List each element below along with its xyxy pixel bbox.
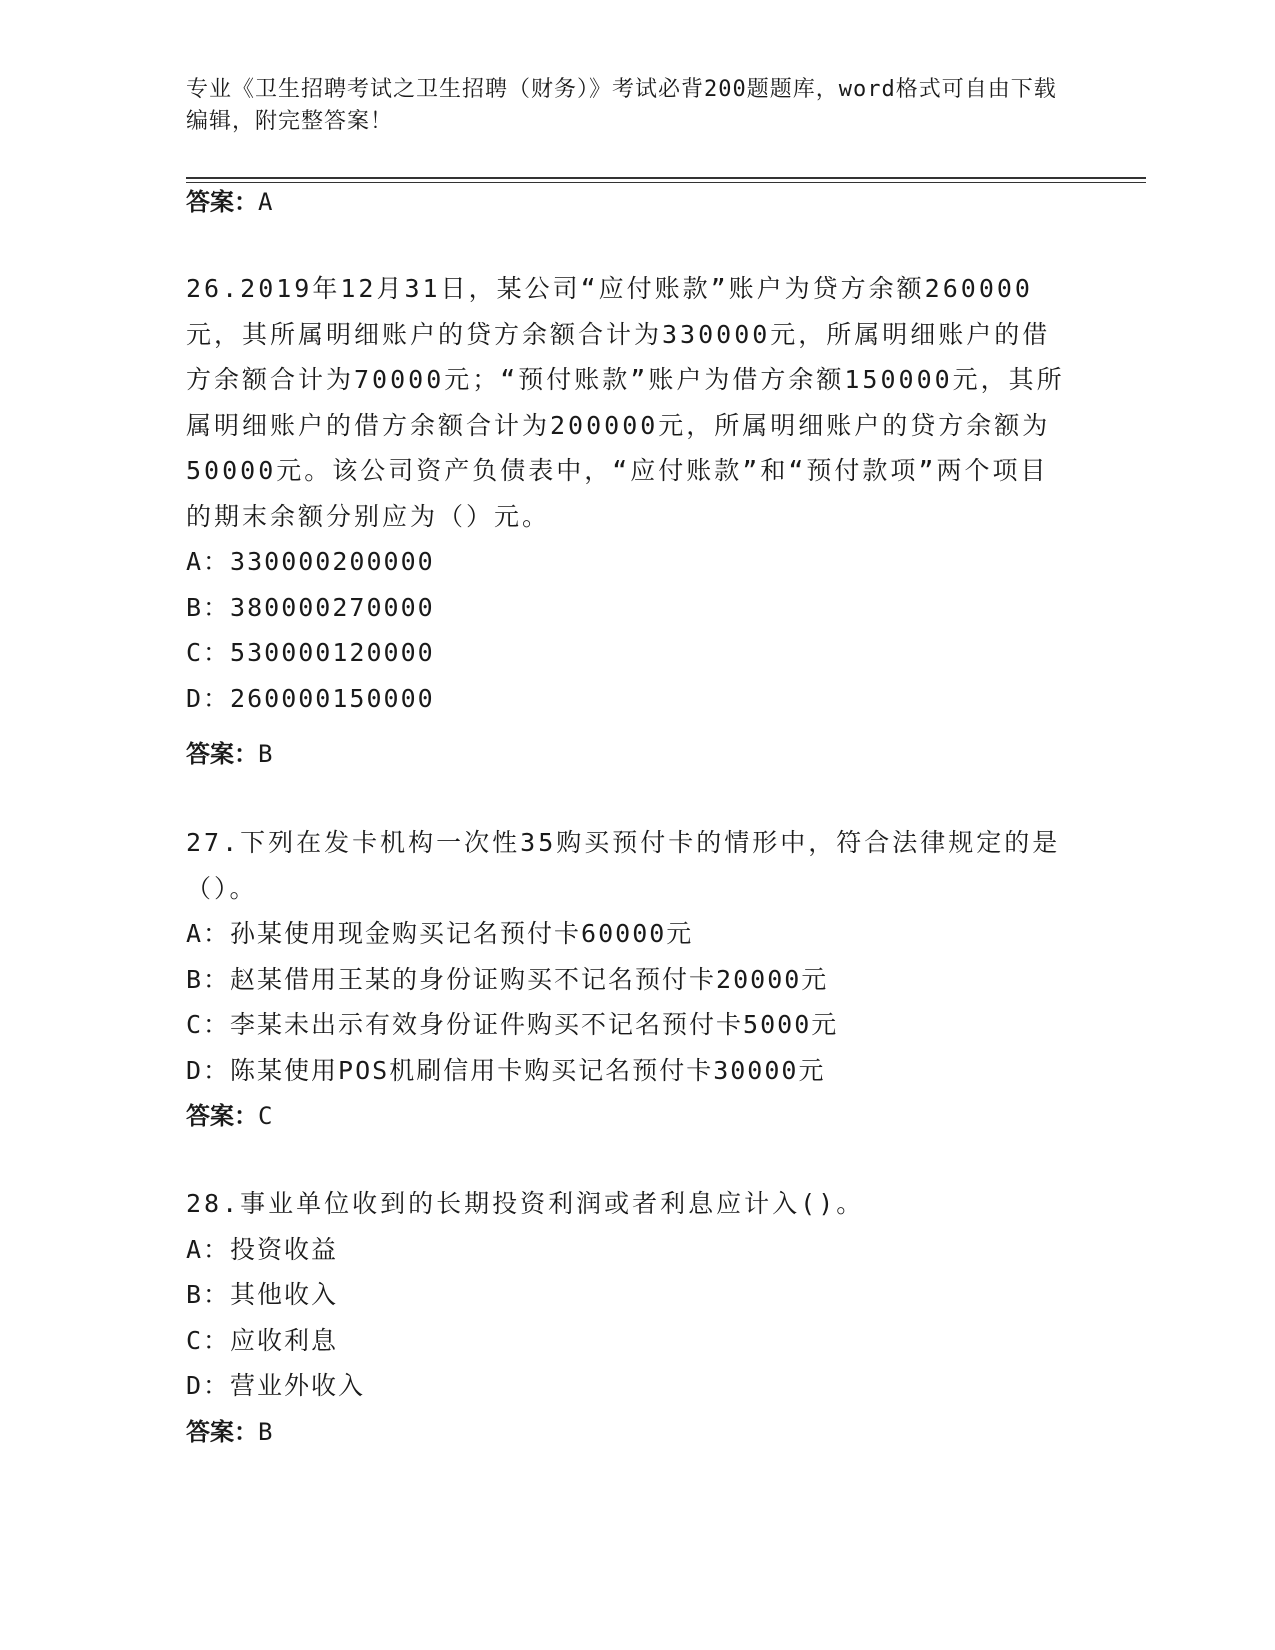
answer-label: 答案： xyxy=(186,188,258,216)
answer-label: 答案： xyxy=(186,1418,258,1446)
document-header: 专业《卫生招聘考试之卫生招聘（财务）》考试必背200题题库，word格式可自由下载编辑，附完整答案！ xyxy=(186,77,1057,134)
question-stem: 27.下列在发卡机构一次性35购买预付卡的情形中，符合法律规定的是（）。 xyxy=(186,828,1061,903)
answer-value: C xyxy=(258,1102,273,1130)
option-d: D：260000150000 xyxy=(186,683,435,713)
answer-line xyxy=(186,738,272,770)
answer-value: B xyxy=(258,740,273,768)
answer-line xyxy=(186,186,272,218)
question-27 xyxy=(186,820,1066,1093)
option-b: B：380000270000 xyxy=(186,592,435,622)
option-b: B：其他收入 xyxy=(186,1280,339,1309)
answer-line xyxy=(186,1100,272,1132)
option-c: C：李某未出示有效身份证件购买不记名预付卡5000元 xyxy=(186,1010,839,1039)
option-a: A：330000200000 xyxy=(186,547,435,576)
option-b: B：赵某借用王某的身份证购买不记名预付卡20000元 xyxy=(186,964,829,994)
answer-value: A xyxy=(258,188,273,216)
answer-label: 答案： xyxy=(186,1102,258,1130)
answer-value: B xyxy=(258,1418,273,1446)
answer-line xyxy=(186,1416,272,1448)
answer-label: 答案： xyxy=(186,740,258,768)
option-d: D：陈某使用POS机刷信用卡购买记名预付卡30000元 xyxy=(186,1055,826,1085)
header-rule-thin xyxy=(186,182,1146,183)
option-a: A：投资收益 xyxy=(186,1234,339,1264)
option-c: C：530000120000 xyxy=(186,638,435,667)
header-rule-thick xyxy=(186,177,1146,179)
question-28 xyxy=(186,1181,1066,1409)
option-c: C：应收利息 xyxy=(186,1325,339,1355)
option-a: A：孙某使用现金购买记名预付卡60000元 xyxy=(186,919,694,948)
question-stem: 28.事业单位收到的长期投资利润或者利息应计入()。 xyxy=(186,1189,865,1218)
question-26 xyxy=(186,266,1066,721)
option-d: D：营业外收入 xyxy=(186,1371,366,1400)
question-stem: 26.2019年12月31日，某公司“应付账款”账户为贷方余额260000元，其所属明细账户的贷方余额合计为330000元，所属明细账户的借方余额合计为70000元；“预付账款”账户为借方余额150000元，其所属明细账户的借方余额合计为200000元，所属明细账户的贷方余额为50000元。该公司资产负债表中，“应付账款”和“预付款项”两个项目的期末余额分别应为（）元。 xyxy=(186,274,1065,531)
